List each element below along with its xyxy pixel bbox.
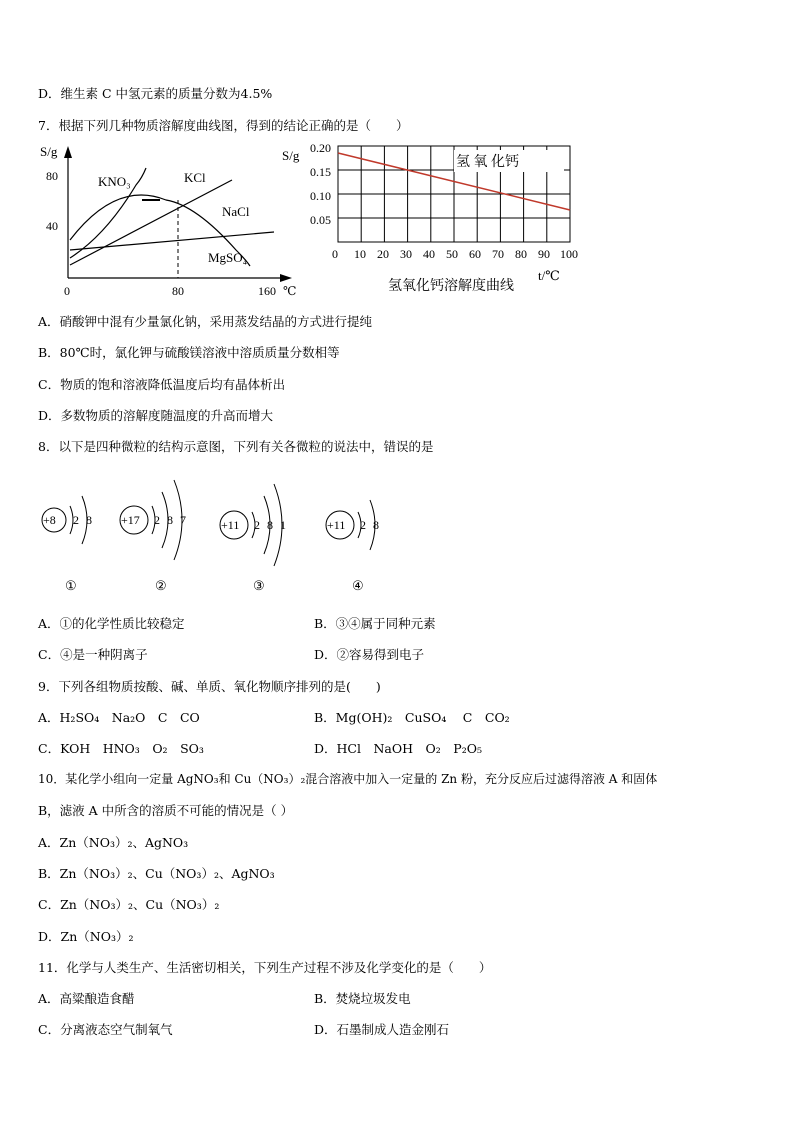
fig2-xtick: 0 [332,247,338,261]
svg-text:+11: +11 [221,518,240,532]
svg-text:2: 2 [154,513,160,527]
svg-text:8: 8 [167,513,173,527]
atom-3 [220,484,286,566]
fig2-xtick: 90 [538,247,550,261]
q10-stem-line1: 10．某化学小组向一定量 AgNO₃和 Cu（NO₃）₂混合溶液中加入一定量的 Zn 粉，充分反应后过滤得溶液 A 和固体 [38,772,658,786]
svg-text:7: 7 [180,513,186,527]
q10-stem-line2: B，滤液 A 中所含的溶质不可能的情况是（ ） [38,803,294,818]
q11-stem: 11．化学与人类生产、生活密切相关，下列生产过程不涉及化学变化的是（ ） [38,960,492,975]
fig2-title: 氢氧化钙溶解度曲线 [388,279,514,294]
fig1-xtick-160: 160 [258,284,276,298]
atom-structure-diagrams [36,470,396,570]
fig2-xtick: 100 [560,247,578,261]
q9-option-c: C．KOH HNO₃ O₂ SO₃ [38,741,204,756]
fig2-legend: 氢 氧 化钙 [456,155,519,170]
atom-1 [42,496,92,544]
fig1-xtick-80: 80 [172,284,184,298]
q8-option-b: B．③④属于同种元素 [314,616,436,631]
q8-option-c: C．④是一种阴离子 [38,647,148,662]
fig2-ytick-0.10: 0.10 [310,189,331,203]
q11-option-c: C．分离液态空气制氧气 [38,1022,173,1037]
svg-text:2: 2 [254,518,260,532]
fig1-xtick-0: 0 [64,284,70,298]
fig2-xtick: 60 [469,247,481,261]
q9-option-b: B．Mg(OH)₂ CuSO₄ C CO₂ [314,710,510,725]
fig2-ytick-0.20: 0.20 [310,141,331,155]
q7-option-a: A．硝酸钾中混有少量氯化钠，采用蒸发结晶的方式进行提纯 [38,314,373,329]
svg-text:8: 8 [267,518,273,532]
fig2-xtick: 10 [354,247,366,261]
solubility-curves-figure [36,140,298,300]
q11-option-d: D．石墨制成人造金刚石 [314,1022,450,1037]
q7-option-d: D．多数物质的溶解度随温度的升高而增大 [38,408,274,423]
svg-text:+8: +8 [43,513,56,527]
q10-option-a: A．Zn（NO₃）₂、AgNO₃ [38,835,189,850]
fig1-ylabel: S/g [40,144,58,159]
q11-option-b: B．焚烧垃圾发电 [314,991,411,1006]
fig2-xtick: 20 [377,247,389,261]
q7-option-c: C．物质的饱和溶液降低温度后均有晶体析出 [38,377,286,392]
atom-3-label: ③ [253,579,265,594]
svg-text:8: 8 [86,513,92,527]
q6-option-d: D．维生素 C 中氢元素的质量分数为4.5% [38,86,273,101]
kno3-label: KNO₃ [98,174,131,189]
atom-1-label: ① [65,579,77,594]
fig2-xtick: 40 [423,247,435,261]
q9-option-d: D．HCl NaOH O₂ P₂O₅ [314,741,482,756]
q10-option-b: B．Zn（NO₃）₂、Cu（NO₃）₂、AgNO₃ [38,866,275,881]
q7-stem: 7．根据下列几种物质溶解度曲线图，得到的结论正确的是（ ） [38,118,409,133]
kcl-label: KCl [184,170,206,185]
q9-stem: 9．下列各组物质按酸、碱、单质、氧化物顺序排列的是( ) [38,679,381,694]
svg-text:+17: +17 [121,513,140,527]
fig2-ylabel: S/g [282,148,300,163]
fig2-xtick: 30 [400,247,412,261]
q8-stem: 8．以下是四种微粒的结构示意图，下列有关各微粒的说法中，错误的是 [38,439,434,454]
fig2-xtick: 70 [492,247,504,261]
fig2-ytick-0.15: 0.15 [310,165,331,179]
q11-option-a: A．高粱酿造食醋 [38,991,135,1006]
svg-text:8: 8 [373,518,379,532]
q8-option-d: D．②容易得到电子 [314,647,425,662]
atom-2-label: ② [155,579,167,594]
nacl-label: NaCl [222,204,250,219]
q7-option-b: B．80℃时，氯化钾与硫酸镁溶液中溶质质量分数相等 [38,345,340,360]
q10-option-c: C．Zn（NO₃）₂、Cu（NO₃）₂ [38,897,220,912]
svg-text:2: 2 [73,513,79,527]
fig1-xunit: ℃ [283,284,297,298]
fig2-xtick: 80 [515,247,527,261]
svg-text:1: 1 [280,518,286,532]
mgso4-label: MgSO₄ [208,250,248,265]
atom-2 [120,480,186,560]
q10-option-d: D．Zn（NO₃）₂ [38,929,134,944]
fig1-ytick-80: 80 [46,169,58,183]
q9-option-a: A．H₂SO₄ Na₂O C CO [38,710,200,725]
svg-text:2: 2 [360,518,366,532]
nacl-line [70,232,274,250]
fig2-xlabel: t/℃ [538,268,560,283]
fig2-xtick: 50 [446,247,458,261]
caoh2-solubility-figure [280,140,590,300]
atom-4 [326,500,379,550]
svg-text:+11: +11 [327,518,346,532]
fig1-ytick-40: 40 [46,219,58,233]
atom-4-label: ④ [352,579,364,594]
fig2-ytick-0.05: 0.05 [310,213,331,227]
q8-option-a: A．①的化学性质比较稳定 [38,616,185,631]
